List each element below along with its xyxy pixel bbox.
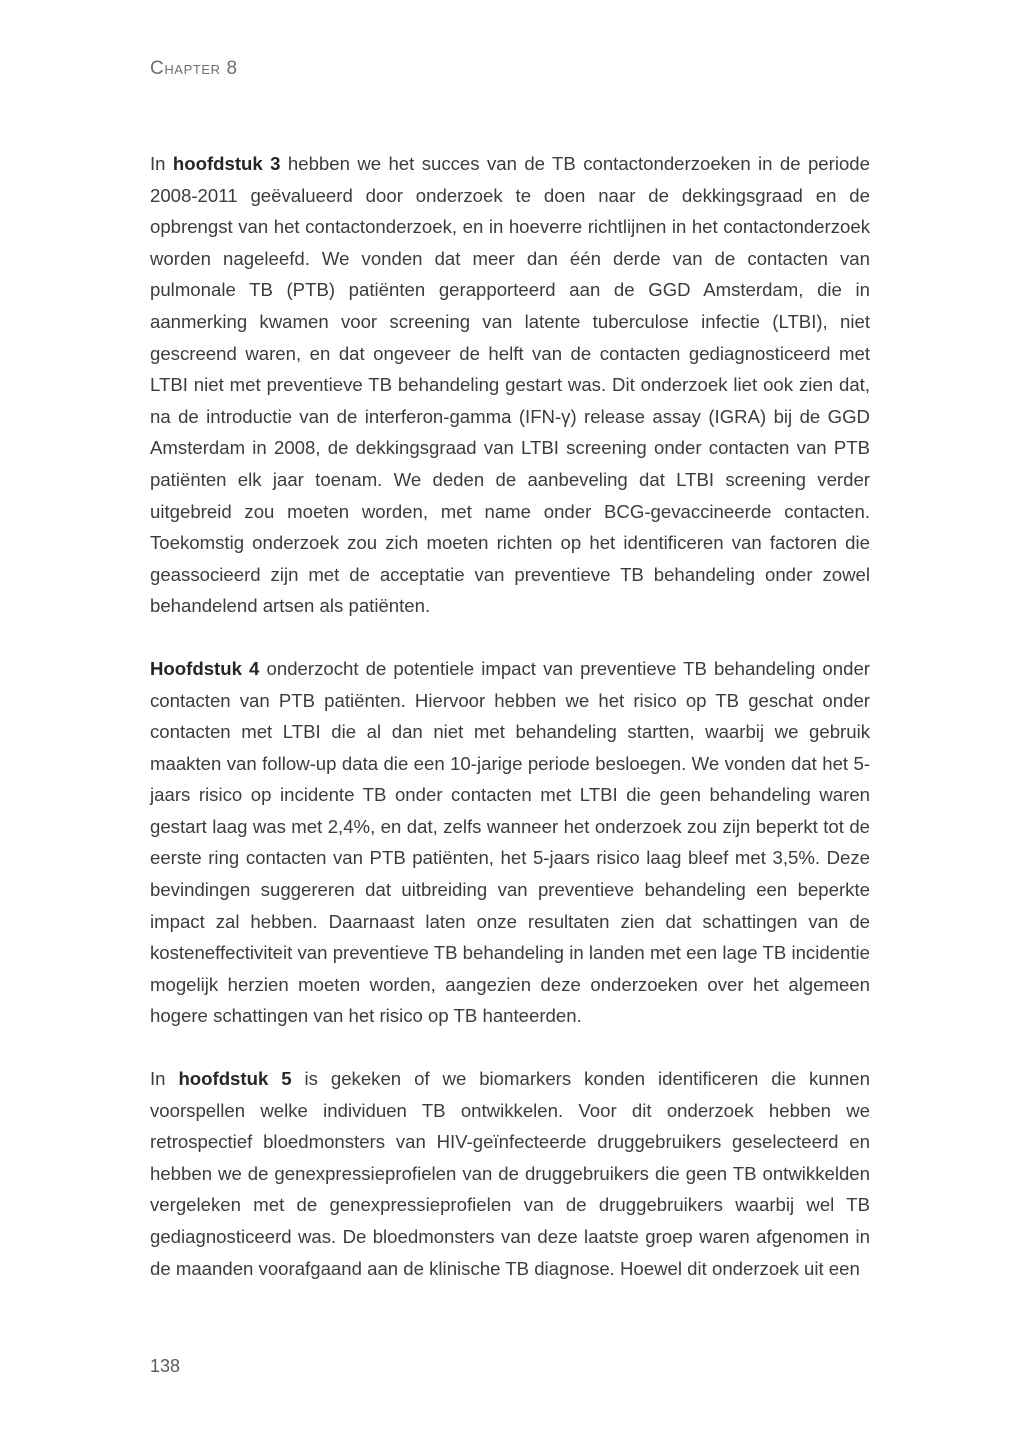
running-head: Chapter 8 <box>150 58 238 79</box>
body-text <box>150 148 870 1315</box>
paragraph-intro: In <box>150 1068 179 1090</box>
chapter-reference: hoofdstuk 5 <box>178 1068 292 1090</box>
paragraph-intro: In <box>150 153 173 174</box>
paragraph-hoofdstuk-5 <box>150 1063 870 1284</box>
page-number: 138 <box>150 1356 181 1376</box>
paragraph-hoofdstuk-3 <box>150 148 870 622</box>
paragraph-text: onderzocht de potentiele impact van preventieve TB behandeling onder contacten van PTB patiënten. Hiervoor hebben we het risico op TB geschat onder contacten met LTBI die al dan niet met behandeling startten, waarbij we gebruik maakten van follow-up data die een 10-jarige periode besloegen. We vonden dat het 5-jaars risico op incidente TB onder contacten met LTBI die geen behandeling waren gestart laag was met 2,4%, en dat, zelfs wanneer het onderzoek zou zijn beperkt tot de eerste ring contacten van PTB patiënten, het 5-jaars risico laag bleef met 3,5%. Deze bevindingen suggereren dat uitbreiding van preventieve behandeling een beperkte impact zal hebben. Daarnaast laten onze resultaten zien dat schattingen van de kosteneffectiviteit van preventieve TB behandeling in landen met een lage TB incidentie mogelijk herzien moeten worden, aangezien deze onderzoeken over het algemeen hogere schattingen van het risico op TB hanteerden. <box>150 657 870 1027</box>
chapter-reference: hoofdstuk 3 <box>172 153 281 174</box>
chapter-reference: Hoofdstuk 4 <box>150 657 260 679</box>
paragraph-text: hebben we het succes van de TB contactonderzoeken in de periode 2008-2011 geëvalueerd door onderzoek te doen naar de dekkingsgraad en de opbrengst van het contactonderzoek, en in hoeverre richtlijnen in het contactonderzoek worden nageleefd. We vonden dat meer dan één derde van de contacten van pulmonale TB (PTB) patiënten gerapporteerd aan de GGD Amsterdam, die in aanmerking kwamen voor screening van latente tuberculose infectie (LTBI), niet gescreend waren, en dat ongeveer de helft van de contacten gediagnosticeerd met LTBI niet met preventieve TB behandeling gestart was. Dit onderzoek liet ook zien dat, na de introductie van de interferon-gamma (IFN-γ) release assay (IGRA) bij de GGD Amsterdam in 2008, de dekkingsgraad van LTBI screening onder contacten van PTB patiënten elk jaar toenam. We deden de aanbeveling dat LTBI screening verder uitgebreid zou moeten worden, met name onder BCG-gevaccineerde contacten. Toekomstig onderzoek zou zich moeten richten op het identificeren van factoren die geassocieerd zijn met de acceptatie van preventieve TB behandeling onder zowel behandelend artsen als patiënten. <box>150 153 870 617</box>
paragraph-text: is gekeken of we biomarkers konden identificeren die kunnen voorspellen welke individuen TB ontwikkelen. Voor dit onderzoek hebben we retrospectief bloedmonsters van HIV-geïnfecteerde druggebruikers geselecteerd en hebben we de genexpressieprofielen van de druggebruikers die geen TB ontwikkelden vergeleken met de genexpressieprofielen van de druggebruikers waarbij wel TB gediagnosticeerd was. De bloedmonsters van deze laatste groep waren afgenomen in de maanden voorafgaand aan de klinische TB diagnose. Hoewel dit onderzoek uit een <box>150 1068 870 1279</box>
paragraph-hoofdstuk-4 <box>150 653 870 1032</box>
